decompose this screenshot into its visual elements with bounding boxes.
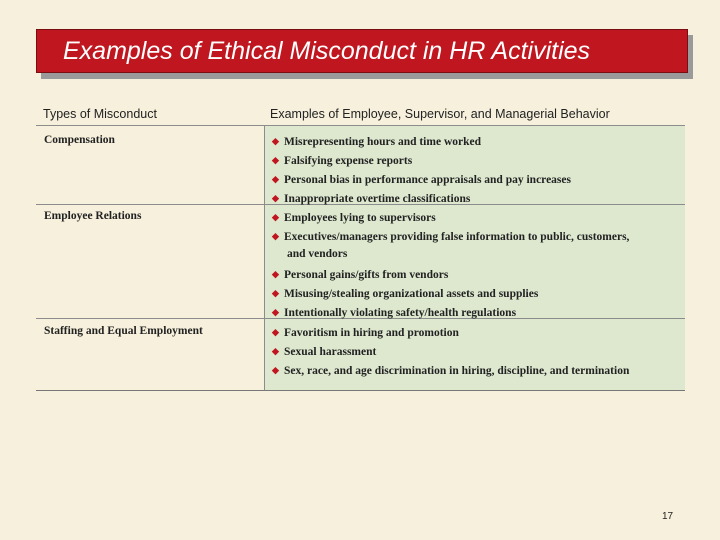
diamond-bullet-icon: ◆ (272, 212, 279, 222)
page-number: 17 (662, 511, 674, 522)
title-banner (36, 29, 688, 73)
list-item: ◆ Inappropriate overtime classifications (272, 193, 471, 205)
slide-title: Examples of Ethical Misconduct in HR Activities (63, 36, 591, 65)
list-item: ◆ Personal gains/gifts from vendors (272, 269, 449, 281)
category-employee-relations: Employee Relations (44, 210, 142, 222)
diamond-bullet-icon: ◆ (272, 136, 279, 146)
list-item: ◆ Employees lying to supervisors (272, 212, 436, 224)
diamond-bullet-icon: ◆ (272, 193, 279, 203)
category-column (36, 126, 264, 390)
category-staffing: Staffing and Equal Employment (44, 325, 203, 337)
header-examples: Examples of Employee, Supervisor, and Managerial Behavior (270, 107, 610, 121)
list-item: ◆ Falsifying expense reports (272, 155, 413, 167)
category-compensation: Compensation (44, 134, 115, 146)
diamond-bullet-icon: ◆ (272, 327, 279, 337)
header-types: Types of Misconduct (43, 107, 157, 121)
misconduct-table (36, 103, 685, 390)
diamond-bullet-icon: ◆ (272, 231, 279, 241)
list-item: ◆ Sexual harassment (272, 346, 377, 358)
diamond-bullet-icon: ◆ (272, 155, 279, 165)
diamond-bullet-icon: ◆ (272, 288, 279, 298)
list-item: ◆ Intentionally violating safety/health regulations (272, 307, 517, 319)
list-item: ◆ Misrepresenting hours and time worked (272, 136, 481, 148)
list-item-continuation: and vendors (287, 248, 348, 260)
table-bottom-border (36, 390, 685, 391)
diamond-bullet-icon: ◆ (272, 307, 279, 317)
list-item: ◆ Personal bias in performance appraisals and pay increases (272, 174, 571, 186)
list-item: ◆ Favoritism in hiring and promotion (272, 327, 459, 339)
table-body (36, 126, 685, 390)
list-item: ◆ Sex, race, and age discrimination in hiring, discipline, and termination (272, 365, 630, 377)
list-item: ◆ Executives/managers providing false information to public, customers, (272, 231, 630, 243)
column-divider (264, 126, 265, 390)
diamond-bullet-icon: ◆ (272, 365, 279, 375)
diamond-bullet-icon: ◆ (272, 174, 279, 184)
diamond-bullet-icon: ◆ (272, 346, 279, 356)
table-header (36, 103, 685, 126)
diamond-bullet-icon: ◆ (272, 269, 279, 279)
list-item: ◆ Misusing/stealing organizational assets and supplies (272, 288, 539, 300)
